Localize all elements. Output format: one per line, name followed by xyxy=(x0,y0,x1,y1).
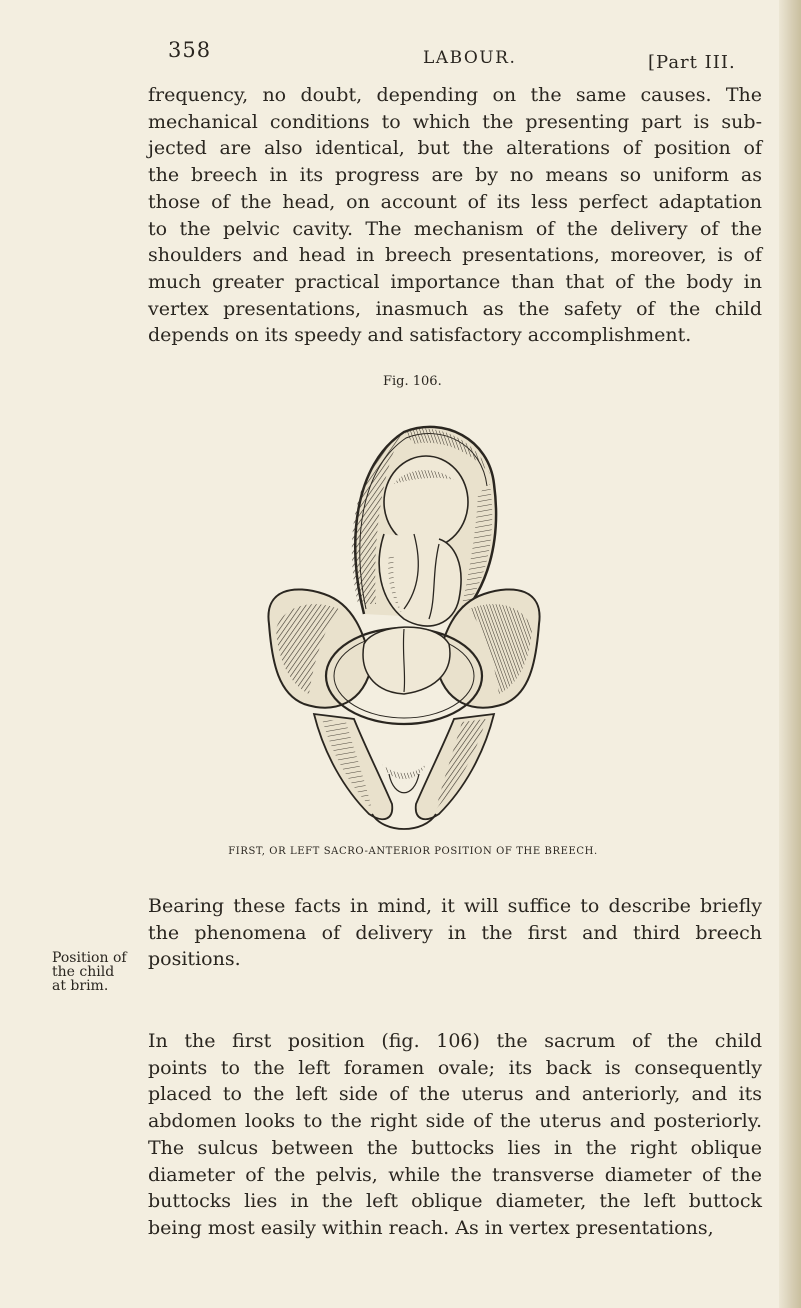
text-line: frequency, no doubt, depending on the same causes. The xyxy=(148,84,762,106)
margin-note xyxy=(52,951,144,993)
part-label: [Part III. xyxy=(648,52,736,73)
text-line: the phenomena of delivery in the first and third breech xyxy=(148,921,762,944)
running-title: LABOUR. xyxy=(423,48,517,68)
text-line: abdomen looks to the right side of the uterus and posteriorly. xyxy=(148,1110,762,1133)
figure-label: Fig. 106. xyxy=(383,374,442,389)
text-line: shoulders and head in breech presentations, moreover, is of xyxy=(148,244,762,267)
text-line: positions. xyxy=(148,948,241,971)
page-number: 358 xyxy=(168,38,212,62)
margin-note-line: at brim. xyxy=(52,978,109,994)
margin-note-line: the child xyxy=(52,964,115,980)
text-line: buttocks lies in the left oblique diameter, the left buttock xyxy=(148,1190,762,1213)
text-line: placed to the left side of the uterus and anteriorly, and its xyxy=(148,1083,762,1106)
text-line: vertex presentations, inasmuch as the safety of the child xyxy=(148,297,762,320)
text-line: much greater practical importance than that of the body in xyxy=(148,270,762,293)
text-line: being most easily within reach. As in vertex presentations, xyxy=(148,1216,714,1239)
figure-illustration xyxy=(254,414,554,840)
text-line: to the pelvic cavity. The mechanism of the delivery of the xyxy=(148,217,762,240)
text-line: In the first position (fig. 106) the sacrum of the child xyxy=(148,1030,762,1052)
text-line: mechanical conditions to which the presenting part is sub- xyxy=(148,110,762,133)
text-line: depends on its speedy and satisfactory accomplishment. xyxy=(148,324,692,347)
figure-caption: FIRST, OR LEFT SACRO-ANTERIOR POSITION OF THE BREECH. xyxy=(228,846,598,857)
text-line: Bearing these facts in mind, it will suffice to describe briefly xyxy=(148,895,762,917)
running-header xyxy=(0,38,801,78)
text-line: those of the head, on account of its less perfect adaptation xyxy=(148,190,762,213)
text-line: diameter of the pelvis, while the transverse diameter of the xyxy=(148,1163,762,1186)
text-line: points to the left foramen ovale; its back is consequently xyxy=(148,1056,762,1079)
page-edge xyxy=(779,0,801,1308)
paragraph-2 xyxy=(148,893,762,973)
text-line: The sulcus between the buttocks lies in the right oblique xyxy=(148,1136,762,1159)
text-line: jected are also identical, but the alterations of position of xyxy=(148,137,762,160)
paragraph-1 xyxy=(148,82,762,349)
margin-note-line: Position of xyxy=(52,950,127,966)
breech-position-engraving xyxy=(254,414,554,840)
text-line: the breech in its progress are by no means so uniform as xyxy=(148,164,762,187)
paragraph-3 xyxy=(148,1028,762,1242)
